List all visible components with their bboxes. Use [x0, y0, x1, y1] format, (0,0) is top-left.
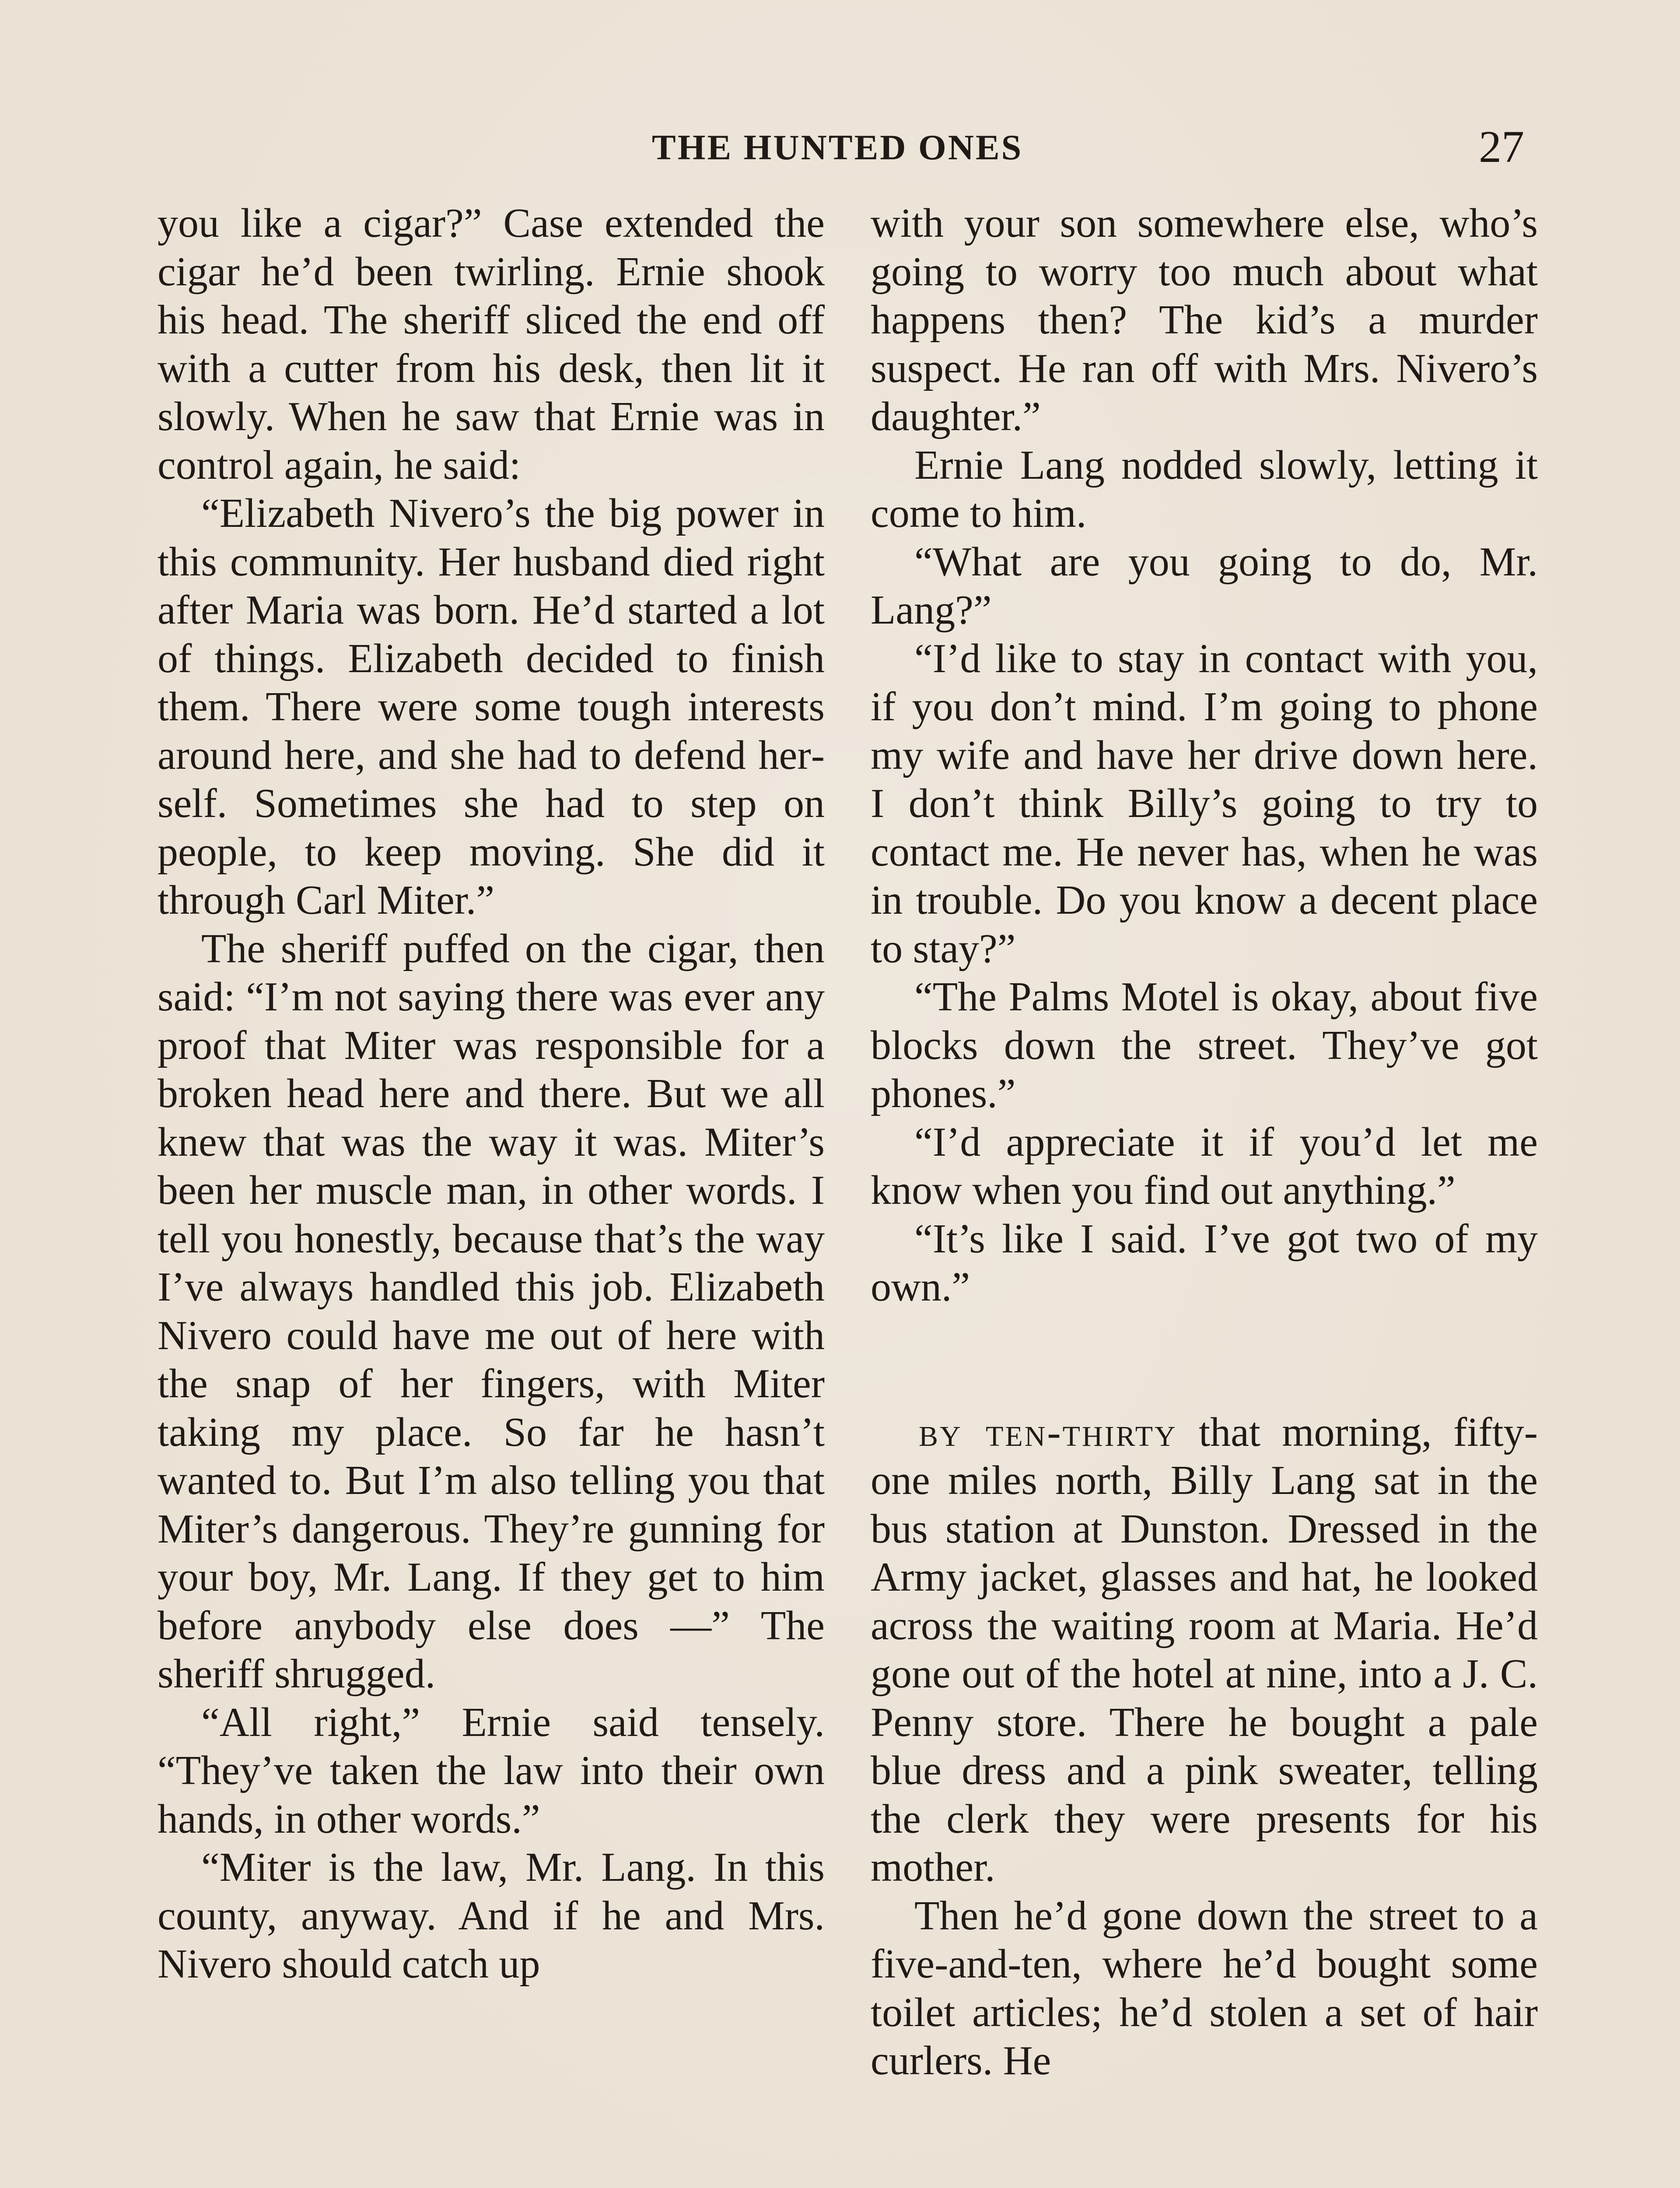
- running-title: THE HUNTED ONES: [652, 127, 1023, 167]
- left-column: [158, 199, 825, 1988]
- section-break-paragraph: [871, 1408, 1538, 1892]
- paragraph: “I’d appreciate it if you’d let me know when you find out anything.”: [871, 1119, 1538, 1213]
- paragraph: Ernie Lang nodded slowly, letting it come to him.: [871, 442, 1538, 536]
- paragraph: “The Palms Motel is okay, about five blocks down the street. They’ve got phones.”: [871, 974, 1538, 1116]
- paragraph: “I’d like to stay in contact with you, if you don’t mind. I’m going to phone my wife and have her drive down here. I don’t think Billy’s going to try to contact me. He never has, when he was in trouble. Do you know a decent place to stay?”: [871, 635, 1538, 971]
- paragraph: “Elizabeth Nivero’s the big power in this community. Her husband died right after Maria was born. He’d started a lot of things. Elizabeth decided to finish them. There were some tough interests around here, and she had to defend herself. Sometimes she had to step on people, to keep moving. She did it through Carl Miter.”: [158, 491, 825, 923]
- paragraph: Then he’d gone down the street to a five-and-ten, where he’d bought some toilet articles; he’d stolen a set of hair curlers. He: [871, 1893, 1538, 2083]
- paragraph: The sheriff puffed on the cigar, then said: “I’m not saying there was ever any proof that Miter was responsible for a broken head here and there. But we all knew that was the way it was. Miter’s been her muscle man, in other words. I tell you honestly, because that’s the way I’ve always handled this job. Elizabeth Nivero could have me out of here with the snap of her fingers, with Miter taking my place. So far he hasn’t wanted to. But I’m also telling you that Miter’s dangerous. They’re gunning for your boy, Mr. Lang. If they get to him before anybody else does —” The sheriff shrugged.: [158, 926, 825, 1697]
- right-column: [871, 199, 1538, 2085]
- section-text: that morning, fifty-one miles north, Billy Lang sat in the bus station at Dunston. Dressed in the Army jacket, glasses and hat, he looked across the waiting room at Maria. He’d gone out of the hotel at nine, into a J. C. Penny store. There he bought a pale blue dress and a pink sweater, telling the clerk they were presents for his mother.: [871, 1409, 1538, 1890]
- paragraph: “All right,” Ernie said tensely. “They’ve taken the law into their own hands, in other words.”: [158, 1699, 825, 1842]
- paragraph: “Miter is the law, Mr. Lang. In this county, anyway. And if he and Mrs. Nivero should catch up: [158, 1844, 825, 1987]
- section-lead-in: by ten-thirty: [919, 1409, 1177, 1455]
- paragraph: “What are you going to do, Mr. Lang?”: [871, 539, 1538, 633]
- paragraph: “It’s like I said. I’ve got two of my own.”: [871, 1216, 1538, 1310]
- paragraph: with your son somewhere else, who’s going to worry too much about what happens then? The kid’s a murder suspect. He ran off with Mrs. Nivero’s daughter.”: [871, 200, 1538, 439]
- page-number: 27: [1479, 122, 1524, 172]
- paragraph: you like a cigar?” Case extended the cigar he’d been twirling. Ernie shook his head. The sheriff sliced the end off with a cutter from his desk, then lit it slowly. When he saw that Ernie was in control again, he said:: [158, 200, 825, 488]
